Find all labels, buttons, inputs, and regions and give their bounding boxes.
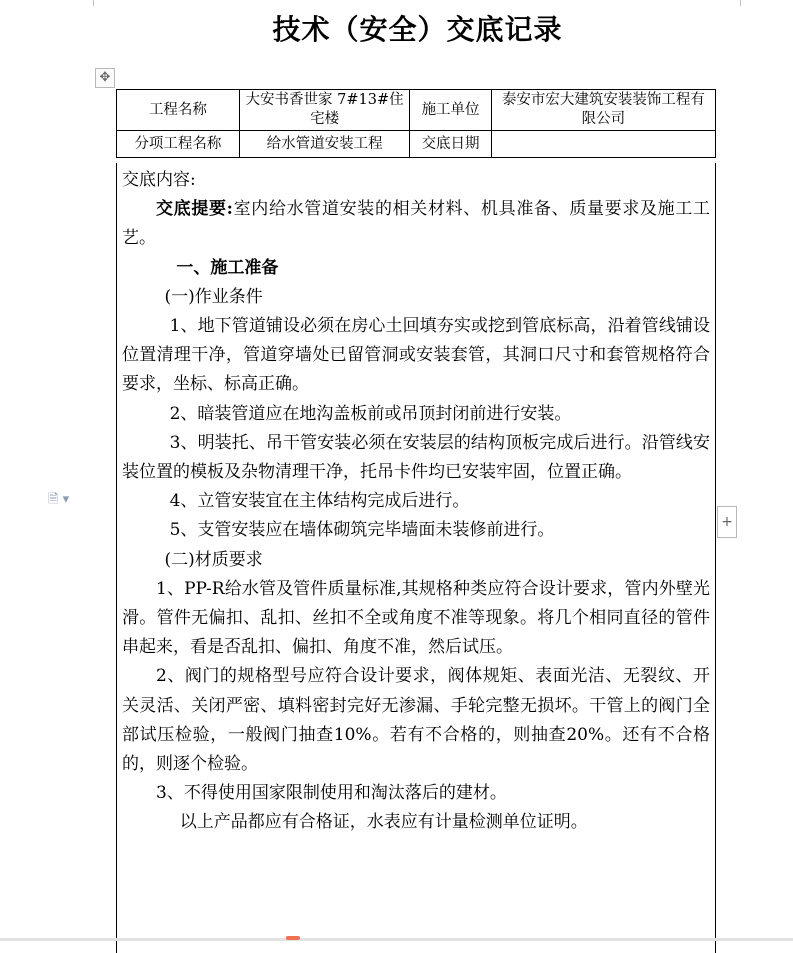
summary-label: 交底提要: [156, 199, 233, 220]
page-title: 技术（安全）交底记录 [272, 13, 563, 46]
list-item: 2、暗装管道应在地沟盖板前或吊顶封闭前进行安装。 [169, 403, 572, 424]
list-item: 5、支管安装应在墙体砌筑完毕墙面未装修前进行。 [169, 520, 555, 541]
summary-paragraph [122, 195, 710, 253]
page-corner-mark [93, 0, 94, 6]
content-body[interactable] [122, 166, 710, 838]
subsection-title: (二)材质要求 [164, 549, 263, 570]
list-item: 3、明装托、吊干管安装必须在安装层的结构顶板完成后进行。沿管线安装位置的模板及杂物清理干净，托吊卡件均已安装牢固，位置正确。 [122, 432, 710, 483]
section-title: 一、施工准备 [176, 257, 279, 278]
table-move-handle-icon[interactable]: ✥ [95, 68, 115, 88]
plus-icon[interactable]: + [717, 506, 737, 538]
unit-label: 施工单位 [410, 90, 492, 131]
list-item: 4、立管安装宜在主体结构完成后进行。 [169, 491, 470, 512]
table-row [117, 90, 716, 131]
list-item: 1、PP-R给水管及管件质量标准,其规格种类应符合设计要求，管内外壁光滑。管件无偏扣、乱扣、丝扣不全或角度不准等现象。将几个相同直径的管件串起来，看是否乱扣、偏扣、角度不准，然后试压。 [122, 578, 710, 658]
closing-note: 以上产品都应有合格证，水表应有计量检测单位证明。 [179, 812, 588, 833]
date-value[interactable] [491, 131, 715, 158]
list-item: 2、阀门的规格型号应符合设计要求，阀体规矩、表面光洁、无裂纹、开关灵活、关闭严密、填料密封完好无渗漏、手轮完整无损坏。干管上的阀门全部试压检验，一般阀门抽查10%。若有不合格的，则抽查20%。还有不合格的，则逐个检验。 [122, 666, 710, 775]
table-row [117, 131, 716, 158]
unit-value[interactable]: 泰安市宏大建筑安装装饰工程有限公司 [491, 90, 715, 131]
date-label: 交底日期 [410, 131, 492, 158]
document-icon[interactable]: 🗎 ▾ [48, 492, 70, 507]
summary-text: 室内给水管道安装的相关材料、机具准备、质量要求及施工工艺。 [122, 199, 710, 249]
sub-project-label: 分项工程名称 [117, 131, 240, 158]
content-heading: 交底内容: [122, 170, 196, 190]
list-item: 3、不得使用国家限制使用和淘汰落后的建材。 [156, 783, 507, 804]
list-item: 1、地下管道铺设必须在房心土回填夯实或挖到管底标高，沿着管线铺设位置清理干净，管道穿墙处已留管洞或安装套管，其洞口尺寸和套管规格符合要求，坐标、标高正确。 [122, 316, 710, 395]
sub-project-value[interactable]: 给水管道安装工程 [239, 131, 409, 158]
subsection-title: (一)作业条件 [164, 286, 263, 307]
project-name-value[interactable]: 大安书香世家 7#13#住宅楼 [239, 90, 409, 131]
info-table [116, 89, 716, 158]
status-mark [286, 936, 300, 940]
project-name-label: 工程名称 [117, 90, 240, 131]
page-corner-mark [740, 0, 741, 6]
